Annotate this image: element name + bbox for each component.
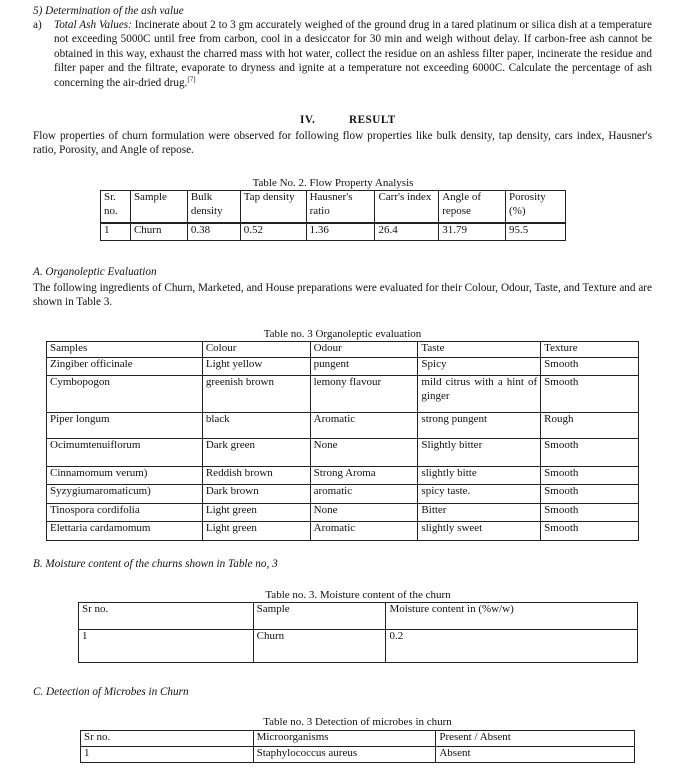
table3c-caption: Table no. 3 Detection of microbes in churn xyxy=(263,716,452,728)
table-cell: Light yellow xyxy=(202,358,310,376)
table-cell: Aromatic xyxy=(310,522,418,541)
header-cell: Sample xyxy=(253,603,386,630)
table-cell: Churn xyxy=(130,223,187,241)
table-row xyxy=(47,467,639,485)
table-cell: None xyxy=(310,439,418,467)
table-cell: Cinnamomum verum) xyxy=(47,467,203,485)
header-cell: Texture xyxy=(541,342,639,358)
header-cell: Odour xyxy=(310,342,418,358)
table-cell: spicy taste. xyxy=(418,485,541,504)
table-row xyxy=(47,522,639,541)
table-row xyxy=(47,376,639,413)
table-cell: lemony flavour xyxy=(310,376,418,413)
table-cell: pungent xyxy=(310,358,418,376)
table-cell: Smooth xyxy=(541,439,639,467)
header-cell: Angle of repose xyxy=(439,191,506,223)
header-cell: Taste xyxy=(418,342,541,358)
header-cell: Colour xyxy=(202,342,310,358)
table-cell: Elettaria cardamomum xyxy=(47,522,203,541)
result-title: RESULT xyxy=(349,114,396,126)
table-cell: 1.36 xyxy=(306,223,375,241)
table-cell: Smooth xyxy=(541,467,639,485)
table-cell: Light green xyxy=(202,504,310,522)
table-cell: Smooth xyxy=(541,485,639,504)
table-cell: Zingiber officinale xyxy=(47,358,203,376)
table-cell: 1 xyxy=(79,630,254,663)
table-cell: 0.38 xyxy=(187,223,240,241)
header-cell: Sample xyxy=(130,191,187,223)
header-cell: Sr no. xyxy=(81,731,254,747)
table-cell: Syzygiumaromaticum) xyxy=(47,485,203,504)
table-cell: Aromatic xyxy=(310,413,418,439)
table-cell: Smooth xyxy=(541,358,639,376)
table-cell: Light green xyxy=(202,522,310,541)
table-cell: 0.52 xyxy=(240,223,306,241)
table-cell: greenish brown xyxy=(202,376,310,413)
table-cell: 1 xyxy=(101,223,131,241)
table-header-row xyxy=(79,603,638,630)
table-cell: Bitter xyxy=(418,504,541,522)
header-cell: Hausner's ratio xyxy=(306,191,375,223)
header-cell: Sr. no. xyxy=(101,191,131,223)
table-header-row xyxy=(47,342,639,358)
table-cell: Dark brown xyxy=(202,485,310,504)
table-cell: aromatic xyxy=(310,485,418,504)
ash-item-text: Incinerate about 2 to 3 gm accurately weighed of the ground drug in a tared platinum or silica dish at a temperature not exceeding 5000C until free from carbon, cool in a desiccator for 30 min and weigh without delay. If carbon-free ash cannot be obtained in this way, exhaust the charred mass with hot water, collect the residue on an ashless filter paper, incinerate the residue and filter paper and the filtrate, evaporate to dryness and ignite at a temperature not exceeding 6000C. Calculate the percentage of ash concerning the air-dried drug. xyxy=(54,19,652,89)
ash-heading: 5) Determination of the ash value xyxy=(33,5,184,17)
header-cell: Present / Absent xyxy=(436,731,635,747)
table-cell: Strong Aroma xyxy=(310,467,418,485)
table3b-caption: Table no. 3. Moisture content of the churn xyxy=(265,589,451,601)
table-cell: 26.4 xyxy=(375,223,439,241)
table-cell: 95.5 xyxy=(506,223,566,241)
table-cell: Absent xyxy=(436,747,635,763)
flow-property-table xyxy=(100,190,566,241)
table-cell: Dark green xyxy=(202,439,310,467)
header-cell: Sr no. xyxy=(79,603,254,630)
table3-caption: Table no. 3 Organoleptic evaluation xyxy=(263,328,422,340)
table-row xyxy=(47,485,639,504)
table-cell: None xyxy=(310,504,418,522)
table-cell: Churn xyxy=(253,630,386,663)
section-a-title: A. Organoleptic Evaluation xyxy=(33,266,157,278)
table-cell: Slightly bitter xyxy=(418,439,541,467)
table-cell: Rough xyxy=(541,413,639,439)
table-row xyxy=(47,358,639,376)
table2-caption: Table No. 2. Flow Property Analysis xyxy=(252,177,414,189)
table-row xyxy=(47,413,639,439)
result-number: IV. xyxy=(300,114,316,126)
table-cell: 0.2 xyxy=(386,630,638,663)
microbes-table xyxy=(80,730,635,763)
table-cell: slightly sweet xyxy=(418,522,541,541)
ash-citation: [7] xyxy=(187,74,196,83)
header-cell: Moisture content in (%w/w) xyxy=(386,603,638,630)
moisture-table xyxy=(78,602,638,663)
table-cell: mild citrus with a hint of ginger xyxy=(418,376,541,413)
ash-paragraph xyxy=(54,18,652,90)
header-cell: Samples xyxy=(47,342,203,358)
table-cell: Smooth xyxy=(541,504,639,522)
table-row xyxy=(81,747,635,763)
table-row xyxy=(101,223,566,241)
table-row xyxy=(47,504,639,522)
section-b-title: B. Moisture content of the churns shown in Table no, 3 xyxy=(33,558,278,570)
table-cell: Ocimumtenuiflorum xyxy=(47,439,203,467)
table-row xyxy=(79,630,638,663)
table-cell: strong pungent xyxy=(418,413,541,439)
table-cell: Reddish brown xyxy=(202,467,310,485)
header-cell: Tap density xyxy=(240,191,306,223)
table-cell: Tinospora cordifolia xyxy=(47,504,203,522)
table-header-row xyxy=(101,191,566,223)
ash-item-title: Total Ash Values: xyxy=(54,19,132,31)
table-cell: Piper longum xyxy=(47,413,203,439)
table-header-row xyxy=(81,731,635,747)
table-cell: Smooth xyxy=(541,376,639,413)
table-cell: Spicy xyxy=(418,358,541,376)
table-cell: slightly bitte xyxy=(418,467,541,485)
header-cell: Carr's index xyxy=(375,191,439,223)
section-a-text: The following ingredients of Churn, Marketed, and House preparations were evaluated for their Colour, Odour, Taste, and Texture and are shown in Table 3. xyxy=(33,282,652,309)
table-cell: 31.79 xyxy=(439,223,506,241)
table-cell: Smooth xyxy=(541,522,639,541)
result-intro: Flow properties of churn formulation were observed for following flow properties like bulk density, tap density, cars index, Hausner's ratio, Porosity, and Angle of repose. xyxy=(33,130,652,157)
section-c-title: C. Detection of Microbes in Churn xyxy=(33,686,189,698)
table-cell: 1 xyxy=(81,747,254,763)
ash-item-label: a) xyxy=(33,19,42,31)
table-cell: black xyxy=(202,413,310,439)
table-cell: Cymbopogon xyxy=(47,376,203,413)
table-cell: Staphylococcus aureus xyxy=(253,747,436,763)
table-row xyxy=(47,439,639,467)
header-cell: Microorganisms xyxy=(253,731,436,747)
header-cell: Bulk density xyxy=(187,191,240,223)
header-cell: Porosity (%) xyxy=(506,191,566,223)
organoleptic-table xyxy=(46,341,639,541)
